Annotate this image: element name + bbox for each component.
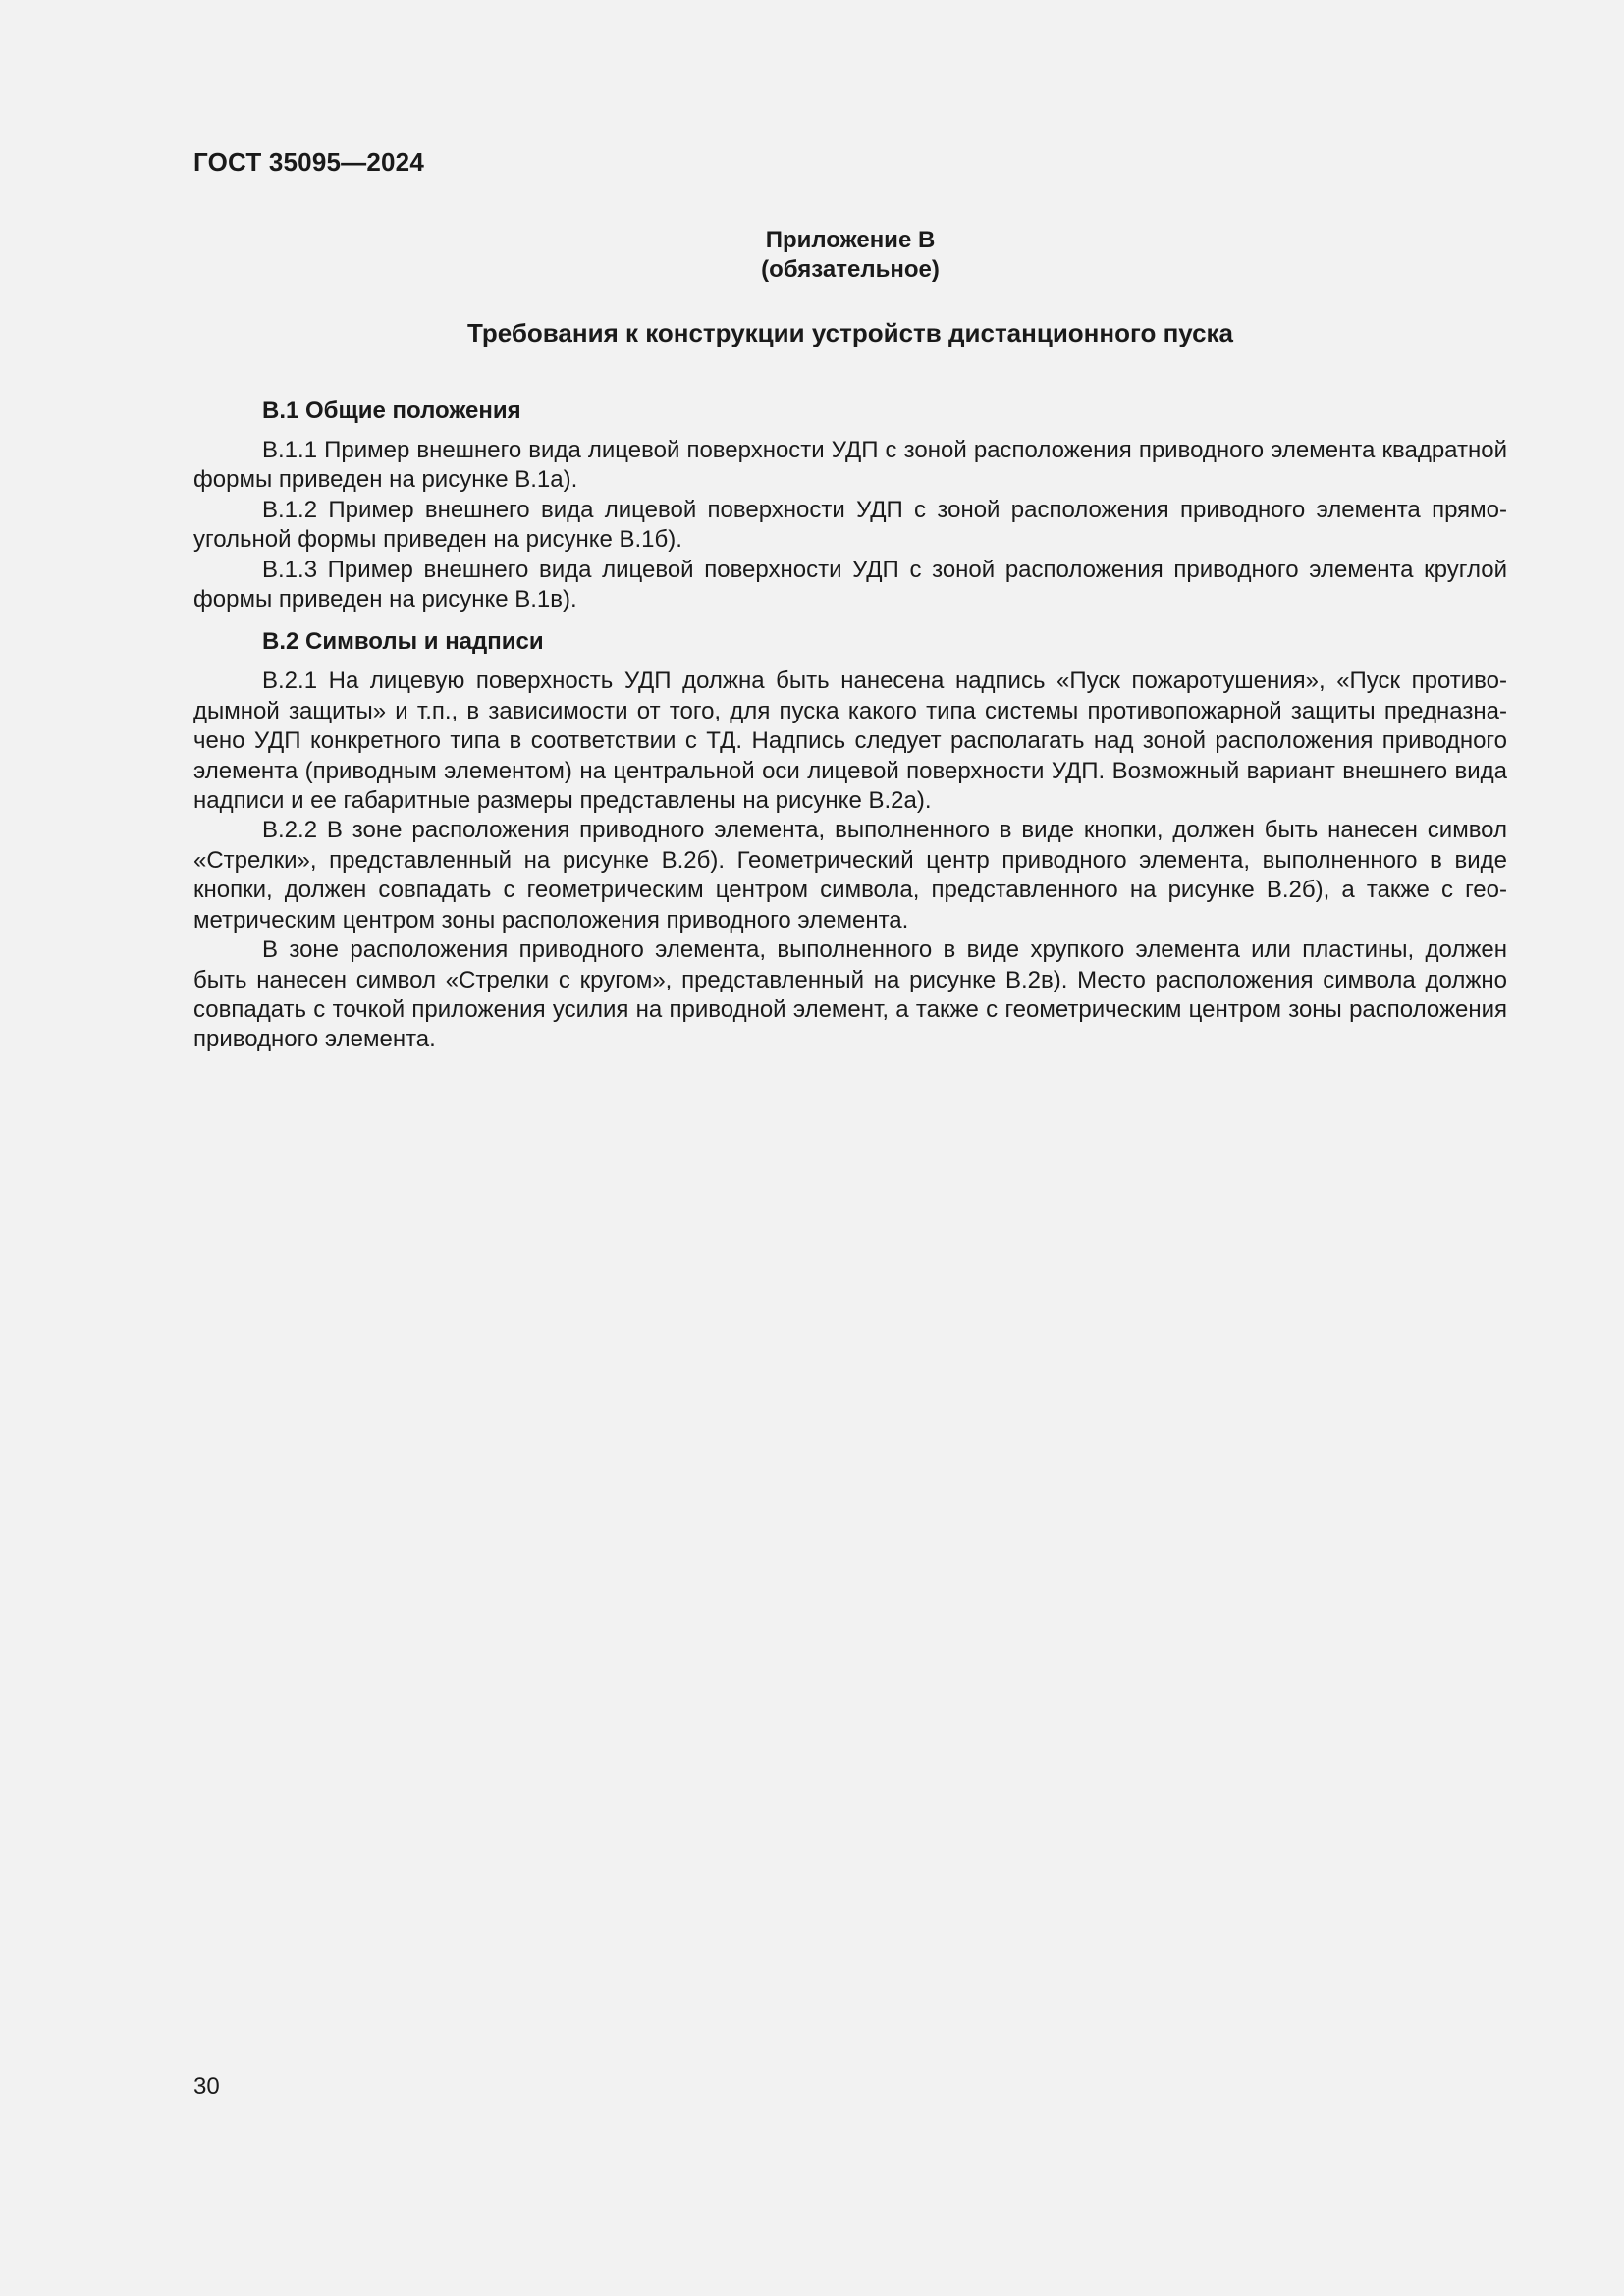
section-general-provisions	[193, 397, 1507, 614]
section-heading: В.1 Общие положения	[262, 398, 521, 424]
annex-heading: Требования к конструкции устройств дистанционного пуска	[466, 318, 1234, 347]
paragraph-b-1-3: В.1.3 Пример внешнего вида лицевой поверхности УДП с зоной расположения приводного элемента круглой формы приведен на рисунке В.1в).	[193, 556, 1507, 614]
paragraph-b-2-2-continued: В зоне расположения приводного элемента, выполненного в виде хрупкого элемента или пластины, должен быть нанесен символ «Стрелки с кругом», представленный на рисунке В.2в). Место расположения символа должно совпадать с точкой приложения усилия на приводной элемент, а также с геометрическим центром зоны расположения приводного элемента.	[193, 936, 1507, 1053]
annex-title-block	[193, 226, 1507, 285]
page-number: 30	[193, 2073, 220, 2100]
paragraph-b-2-1: В.2.1 На лицевую поверхность УДП должна быть нанесена надпись «Пуск пожаротушения», «Пуск противодымной защиты» и т.п., в зависимости от того, для пуска какого типа системы противопожарной защиты предназначено УДП конкретного типа в соответствии с ТД. Надпись следует располагать над зоной расположения приводного элемента (приводным элементом) на центральной оси лицевой поверхности УДП. Возможный вариант внешнего вида надписи и ее габаритные размеры представлены на рисунке В.2а).	[193, 667, 1507, 815]
annex-title: Приложение В	[765, 227, 936, 253]
document-body	[193, 397, 1507, 1055]
paragraph-b-2-2: В.2.2 В зоне расположения приводного элемента, выполненного в виде кнопки, должен быть нанесен символ «Стрелки», представленный на рисунке В.2б). Геометрический центр приводного элемента, выполненного в виде кнопки, должен совпадать с геометрическим центром символа, представленного на рисунке В.2б), а также с геометрическим центром зоны расположения приводного элемента.	[193, 817, 1507, 934]
paragraph-b-1-1: В.1.1 Пример внешнего вида лицевой поверхности УДП с зоной расположения приводного элемента квадратной формы приведен на рисунке В.1а).	[193, 437, 1507, 494]
section-symbols-and-inscriptions	[193, 627, 1507, 1054]
annex-status: (обязательное)	[761, 256, 940, 283]
document-code: ГОСТ 35095—2024	[193, 147, 424, 177]
paragraph-b-1-2: В.1.2 Пример внешнего вида лицевой поверхности УДП с зоной расположения приводного элемента прямоугольной формы приведен на рисунке В.1б).	[193, 496, 1507, 554]
section-heading: В.2 Символы и надписи	[262, 628, 544, 656]
